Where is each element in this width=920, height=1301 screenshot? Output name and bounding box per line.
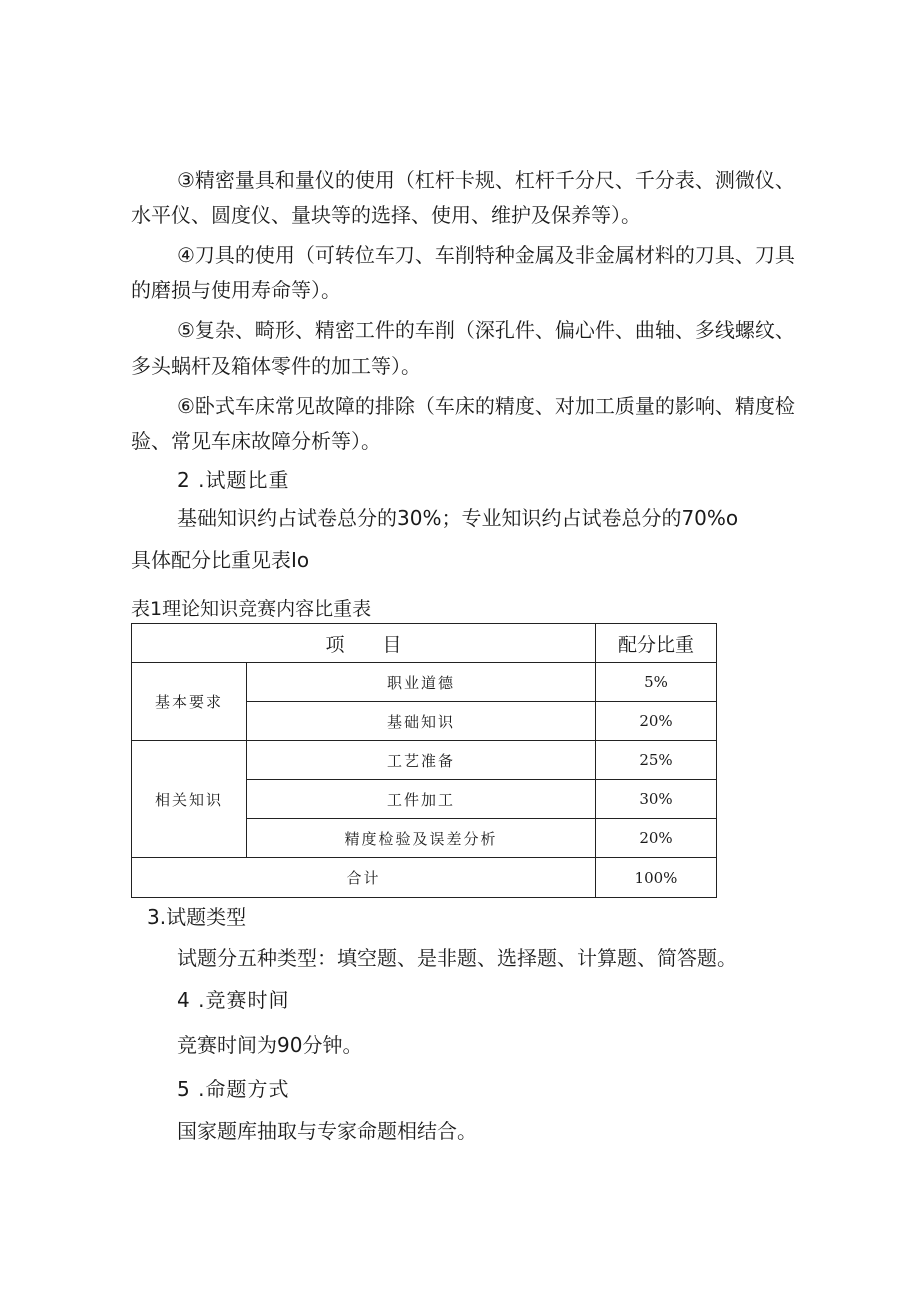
- paragraph-cutting-tools-line1: ④刀具的使用（可转位车刀、车削特种金属及非金属材料的刀具、刀具: [177, 243, 795, 267]
- section4-heading: 4 .竞赛时间: [177, 988, 290, 1012]
- table-header-row: [132, 624, 717, 663]
- table-row: [132, 741, 717, 780]
- paragraph-cutting-tools-line2: 的磨损与使用寿命等）。: [131, 278, 341, 302]
- paragraph-complex-turning-line2: 多头蜗杆及箱体零件的加工等）。: [131, 354, 421, 378]
- item-cell: 职业道德: [247, 663, 596, 702]
- group-label-related: 相关知识: [132, 741, 247, 858]
- section3-heading: 3.试题类型: [147, 905, 247, 929]
- section4-body: 竞赛时间为90分钟。: [177, 1033, 363, 1057]
- header-item-cell: 项 目: [132, 624, 596, 663]
- weight-cell: 20%: [596, 819, 717, 858]
- weight-cell: 5%: [596, 663, 717, 702]
- section2-heading: 2 .试题比重: [177, 468, 290, 492]
- item-cell: 基础知识: [247, 702, 596, 741]
- total-weight-cell: 100%: [596, 858, 717, 898]
- table-row: [132, 663, 717, 702]
- section5-body: 国家题库抽取与专家命题相结合。: [177, 1119, 477, 1143]
- table-caption: 表1理论知识竞赛内容比重表: [131, 598, 372, 620]
- weight-cell: 25%: [596, 741, 717, 780]
- table-total-row: [132, 858, 717, 898]
- group-label-basic: 基本要求: [132, 663, 247, 741]
- weight-cell: 20%: [596, 702, 717, 741]
- paragraph-lathe-faults-line1: ⑥卧式车床常见故障的排除（车床的精度、对加工质量的影响、精度检: [177, 394, 795, 418]
- item-cell: 工件加工: [247, 780, 596, 819]
- section2-body-line1: 基础知识约占试卷总分的30%；专业知识约占试卷总分的70%o: [177, 506, 739, 530]
- paragraph-precision-tools-line2: 水平仪、圆度仪、量块等的选择、使用、维护及保养等）。: [131, 203, 641, 227]
- section5-heading: 5 .命题方式: [177, 1077, 290, 1101]
- section3-body: 试题分五种类型：填空题、是非题、选择题、计算题、简答题。: [177, 946, 737, 970]
- item-cell: 精度检验及误差分析: [247, 819, 596, 858]
- paragraph-precision-tools-line1: ③精密量具和量仪的使用（杠杆卡规、杠杆千分尺、千分表、测微仪、: [177, 168, 795, 192]
- paragraph-lathe-faults-line2: 验、常见车床故障分析等）。: [131, 429, 381, 453]
- weight-cell: 30%: [596, 780, 717, 819]
- section2-body-line2: 具体配分比重见表Io: [131, 548, 310, 572]
- item-cell: 工艺准备: [247, 741, 596, 780]
- header-weight-cell: 配分比重: [596, 624, 717, 663]
- weight-table: [131, 623, 717, 898]
- paragraph-complex-turning-line1: ⑤复杂、畸形、精密工件的车削（深孔件、偏心件、曲轴、多线螺纹、: [177, 318, 795, 342]
- total-label-cell: 合计: [132, 858, 596, 898]
